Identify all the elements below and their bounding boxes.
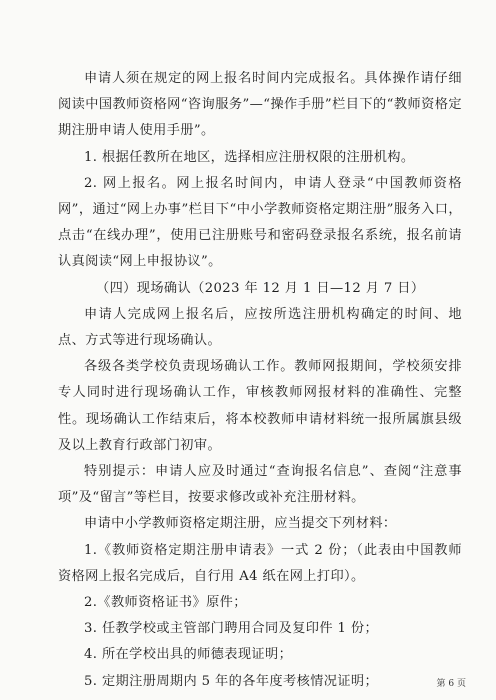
document-body <box>58 66 462 695</box>
paragraph-intro: 申请人须在规定的网上报名时间内完成报名。具体操作请仔细阅读中国教师资格网“咨询服务”—“操作手册”栏目下的“教师资格定期注册申请人使用手册”。 <box>58 71 462 139</box>
material-item-5: 5. 定期注册周期内 5 年的各年度考核情况证明； <box>84 673 379 689</box>
paragraph-special-notice: 特别提示：申请人应及时通过“查询报名信息”、查阅“注意事项”及“留言”等栏目，按要求修改或补充注册材料。 <box>58 464 462 506</box>
paragraph-step-1: 1. 根据任教所在地区，选择相应注册权限的注册机构。 <box>84 149 415 165</box>
paragraph-step-2: 2. 网上报名。网上报名时间内，申请人登录“中国教师资格网”，通过“网上办事”栏目下“中小学教师资格定期注册”服务入口，点击“在线办理”，使用已注册账号和密码登录报名系统，报名前请认真阅读“网上申报协议”。 <box>58 175 462 270</box>
material-item-4: 4. 所在学校出具的师德表现证明； <box>84 647 293 663</box>
material-item-1: 1.《教师资格定期注册申请表》一式 2 份；（此表由中国教师资格网上报名完成后，自行用 A4 纸在网上打印）。 <box>58 542 462 584</box>
paragraph-materials-intro: 申请中小学教师资格定期注册，应当提交下列材料： <box>84 516 397 532</box>
material-item-2: 2.《教师资格证书》原件； <box>84 595 247 611</box>
material-item-3: 3. 任教学校或主管部门聘用合同及复印件 1 份； <box>84 621 379 637</box>
paragraph-onsite-2: 各级各类学校负责现场确认工作。教师网报期间，学校须安排专人同时进行现场确认工作，审核教师网报材料的准确性、完整性。现场确认工作结束后，将本校教师申请材料统一报所属旗县级及以上教育行政部门初审。 <box>58 359 462 453</box>
section-heading-onsite-confirmation: （四）现场确认（2023 年 12 月 1 日—12 月 7 日） <box>96 280 425 296</box>
paragraph-onsite-1: 申请人完成网上报名后，应按所选注册机构确定的时间、地点、方式等进行现场确认。 <box>58 306 462 349</box>
page-number: 第 6 页 <box>436 679 466 689</box>
